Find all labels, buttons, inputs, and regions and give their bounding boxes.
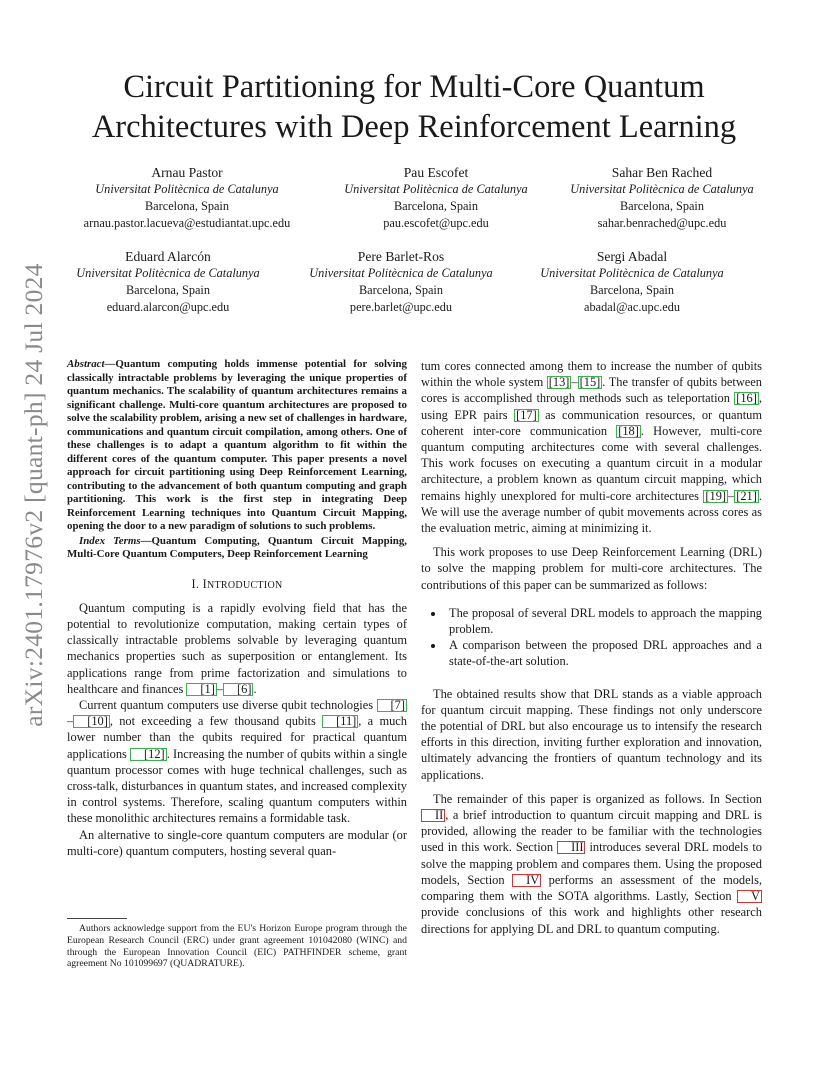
citation-range-dash: – — [216, 681, 224, 696]
footnote: Authors acknowledge support from the EU's Horizon Europe program through the European Research Council (ERC) under grant agreement 101042080 (WINC) and through the European Innovation Council (EIC) PATHFINDER scheme, grant agreement No 101099697 (QUADRATURE). — [67, 923, 407, 970]
intro-text: , a much lower number than the qubits required for practical quantum applications — [67, 714, 407, 761]
body-text: as communication resources, or quantum coherent inter-core communication — [421, 407, 762, 438]
author-affiliation: Universitat Politècnica de Catalunya — [76, 266, 260, 280]
citation-link[interactable]: [21] — [736, 488, 757, 503]
body-text: performs an assessment of the models, comparing them with the SOTA algorithms. Lastly, Section — [421, 872, 762, 904]
citation-link[interactable]: [1] — [186, 683, 216, 696]
body-text: provide conclusions of this work and highlights other research directions for applying DL and DRL to quantum computing. — [421, 905, 762, 936]
title-line-2: Architectures with Deep Reinforcement Learning — [91, 109, 737, 145]
author-block — [60, 248, 276, 316]
right-column — [421, 358, 762, 937]
author-affiliation: Universitat Politècnica de Catalunya — [344, 182, 528, 196]
citation-link[interactable]: [13] — [548, 375, 570, 390]
intro-text: Current quantum computers use diverse qubit technologies — [79, 697, 377, 712]
body-text: . The transfer of qubits between cores is accomplished through methods such as teleportation — [421, 375, 762, 406]
author-name: Pau Escofet — [403, 165, 469, 180]
section-link[interactable]: IV — [512, 874, 541, 887]
author-affiliation: Universitat Politècnica de Catalunya — [95, 182, 279, 196]
author-location: Barcelona, Spain — [358, 283, 443, 297]
citation-link[interactable]: [10] — [73, 715, 110, 728]
author-location: Barcelona, Spain — [125, 283, 210, 297]
right-paragraph-3: The obtained results show that DRL stands as a viable approach for quantum circuit mapping. These findings not only underscore the potential of DRL but also encourage us to intensify the research efforts in this direction, inviting further exploration and innovation, ultimately advancing the frontiers of quantum technology and its applications. — [421, 686, 762, 782]
author-email: eduard.alarcon@upc.edu — [106, 300, 230, 314]
footnote-rule — [67, 918, 127, 919]
citation-link[interactable]: [11] — [322, 715, 358, 728]
list-item-text: The proposal of several DRL models to approach the mapping problem. — [449, 605, 762, 637]
title-line-1: Circuit Partitioning for Multi-Core Quantum — [123, 69, 705, 105]
author-block — [62, 164, 312, 232]
bullet-icon — [431, 612, 435, 616]
section-link[interactable]: II — [421, 809, 445, 822]
citation-link[interactable]: [17] — [516, 407, 537, 422]
author-email: arnau.pastor.lacueva@estudiantat.upc.edu — [83, 216, 291, 230]
body-text: introduces several DRL models to solve the mapping problem and compares them. Using the proposed models, Section — [421, 840, 762, 887]
paragraph-gap — [421, 536, 762, 544]
intro-paragraph-1 — [67, 600, 407, 697]
author-email: sahar.benrached@upc.edu — [597, 216, 727, 230]
author-affiliation: Universitat Politècnica de Catalunya — [309, 266, 493, 280]
abstract-label: Abstract — [67, 358, 105, 370]
body-text: tum cores connected among them to increase the number of qubits within the whole system — [421, 359, 762, 390]
list-item — [421, 637, 762, 669]
citation-link[interactable]: [18] — [618, 423, 639, 438]
left-column — [67, 358, 407, 859]
citation-link[interactable]: [12] — [130, 748, 167, 761]
author-location: Barcelona, Spain — [589, 283, 674, 297]
author-block — [293, 248, 509, 316]
contributions-list — [421, 605, 762, 670]
bullet-icon — [431, 644, 435, 648]
body-text: . We will use the average number of qubit movements across cores as the evaluation metric, aiming at minimizing it. — [421, 488, 762, 536]
abstract — [67, 358, 407, 534]
author-name: Eduard Alarcón — [125, 249, 211, 264]
author-name: Pere Barlet-Ros — [357, 249, 445, 264]
citation-link[interactable]: [19] — [705, 488, 727, 503]
right-paragraph-2: This work proposes to use Deep Reinforcement Learning (DRL) to solve the mapping problem for multi-core architectures. The contributions of this paper can be summarized as follows: — [421, 545, 762, 592]
author-email: pau.escofet@upc.edu — [383, 216, 489, 230]
arxiv-sidebar — [14, 263, 54, 727]
intro-text: . — [253, 681, 257, 696]
right-paragraph-1 — [421, 358, 762, 536]
intro-text: , not exceeding a few thousand qubits — [109, 714, 323, 729]
author-name: Sergi Abadal — [596, 249, 668, 264]
author-location: Barcelona, Spain — [144, 199, 229, 213]
citation-range-dash: – — [67, 714, 74, 729]
arxiv-identifier: arXiv:2401.17976v2 [quant-ph] 24 Jul 2024 — [19, 263, 48, 727]
intro-text: Quantum computing is a rapidly evolving field that has the potential to revolutionize computation, making certain types of classically intractable problems solvable by leveraging quantum mechanics properties such as superposition or entanglement. Its applications range from prime factorization and simulations to healthcare and finances — [67, 600, 407, 696]
abstract-text: —Quantum computing holds immense potential for solving classically intractable problems by leveraging the unique properties of quantum mechanics. The scalability of quantum architectures remains a significant challenge. Multi-core quantum architectures are proposed to solve the scalability problem, arising a new set of challenges in hardware, communications and quantum circuit compilation, among others. One of these challenges is to adapt a quantum algorithm to fit within the different cores of the quantum computer. This paper presents a novel approach for circuit partitioning using Deep Reinforcement Learning, contributing to the advancement of both quantum computing and graph partitioning. This work is the first step in integrating Deep Reinforcement Learning techniques into Quantum Circuit Mapping, opening the door to a new paradigm of solutions to such problems. — [67, 358, 407, 532]
right-paragraph-4 — [421, 791, 762, 937]
citation-link[interactable]: [15] — [579, 375, 601, 390]
index-terms — [67, 535, 407, 562]
paper-title — [50, 67, 778, 147]
list-item — [421, 605, 762, 637]
author-block — [553, 164, 771, 232]
citation-range-dash: – — [728, 488, 735, 503]
author-name: Arnau Pastor — [151, 165, 223, 180]
author-affiliation: Universitat Politècnica de Catalunya — [570, 182, 754, 196]
list-item-text: A comparison between the proposed DRL approaches and a state-of-the-art solution. — [449, 638, 762, 669]
intro-paragraph-2 — [67, 697, 407, 827]
intro-paragraph-3: An alternative to single-core quantum computers are modular (or multi-core) quantum computers, hosting several quan- — [67, 827, 407, 858]
author-affiliation: Universitat Politècnica de Catalunya — [540, 266, 724, 280]
intro-text: . Increasing the number of qubits within a single quantum processor comes with huge technical challenges, such as cross-talk, disturbances in quantum states, and increased complexity in control systems. Therefore, scaling quantum computers within these monolithic architectures remains a formidable task. — [67, 746, 407, 826]
author-location: Barcelona, Spain — [393, 199, 478, 213]
author-email: pere.barlet@upc.edu — [349, 300, 453, 314]
body-text: The remainder of this paper is organized as follows. In Section — [433, 791, 762, 806]
author-email: abadal@ac.upc.edu — [584, 300, 680, 314]
paragraph-gap — [421, 783, 762, 791]
citation-link[interactable]: [7] — [377, 699, 407, 712]
author-block — [322, 164, 550, 232]
author-block — [524, 248, 740, 316]
section-link[interactable]: V — [737, 890, 762, 903]
citation-link[interactable]: [6] — [223, 683, 253, 696]
index-terms-text: —Quantum Computing, Quantum Circuit Mapping, Multi-Core Quantum Computers, Deep Reinforcement Learning — [67, 534, 407, 560]
author-location: Barcelona, Spain — [619, 199, 704, 213]
body-text: , using EPR pairs — [421, 391, 762, 422]
citation-link[interactable]: [16] — [736, 391, 757, 406]
citation-range-dash: – — [571, 375, 578, 390]
body-text: , a brief introduction to quantum circuit mapping and DRL is provided, allowing the reader to be familiar with the technologies used in this work. Section — [421, 808, 762, 855]
section-heading-introduction: I. INTRODUCTION — [191, 576, 283, 591]
section-link[interactable]: III — [557, 841, 585, 854]
body-text: . However, multi-core quantum computing architectures come with several challenges. This work focuses on executing a quantum circuit in a modular architecture, a problem known as quantum circuit mapping, which remains highly unexplored for multi-core architectures — [421, 423, 762, 503]
author-name: Sahar Ben Rached — [611, 165, 713, 180]
index-terms-label: Index Terms — [79, 534, 141, 547]
